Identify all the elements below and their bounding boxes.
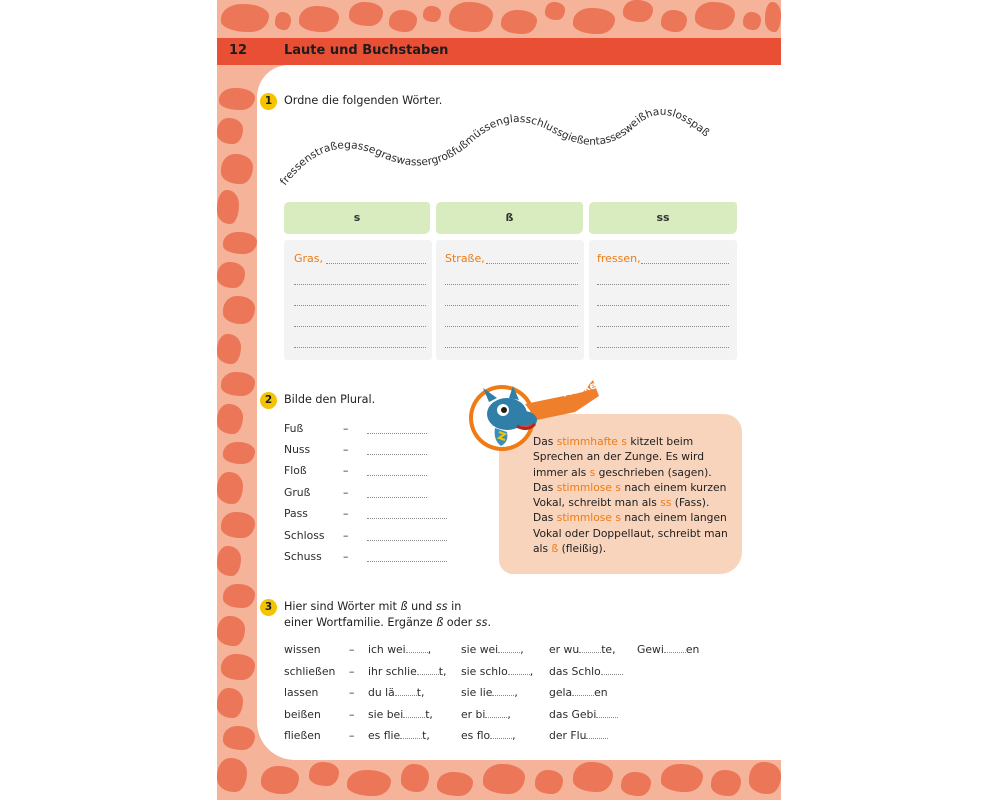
fill-in-blank[interactable] — [406, 643, 428, 653]
dash: – — [349, 708, 355, 721]
task-2-badge: 2 — [260, 392, 277, 409]
fill-in-blank[interactable] — [586, 729, 608, 739]
answer-line[interactable] — [294, 284, 426, 285]
word-family-verb: lassen — [284, 686, 319, 699]
dash: – — [343, 443, 349, 456]
plural-word: Schuss — [284, 550, 322, 563]
plural-word: Nuss — [284, 443, 311, 456]
plural-answer-line[interactable] — [367, 475, 427, 476]
answer-line[interactable] — [597, 326, 729, 327]
word-family-verb: beißen — [284, 708, 321, 721]
answer-line[interactable] — [445, 284, 578, 285]
plural-word: Gruß — [284, 486, 311, 499]
fill-in-blank[interactable] — [400, 729, 422, 739]
fill-in-blank[interactable] — [490, 729, 512, 739]
fill-in-blank[interactable] — [417, 665, 439, 675]
fill-in-word: es flo , — [461, 729, 516, 742]
fill-in-word: sie wei , — [461, 643, 524, 656]
answer-line[interactable] — [597, 305, 729, 306]
dash: – — [349, 729, 355, 742]
task-2-instruction: Bilde den Plural. — [284, 393, 376, 406]
dash: – — [343, 464, 349, 477]
fill-in-word: das Gebi — [549, 708, 618, 721]
plural-answer-line[interactable] — [367, 518, 447, 519]
task-1-instruction: Ordne die folgenden Wörter. — [284, 94, 443, 107]
column-ss-area — [589, 240, 737, 360]
word-snake-text: fressenstraßegassegraswassergroßfußmüssenglasschlussgießentassesweißhauslosspaß — [277, 105, 712, 188]
fill-in-word: das Schlo — [549, 665, 623, 678]
word-family-verb: schließen — [284, 665, 336, 678]
fill-in-word: der Flu — [549, 729, 608, 742]
highlight-term: stimmlose s — [556, 480, 621, 494]
dash: – — [349, 686, 355, 699]
fill-in-blank[interactable] — [403, 708, 425, 718]
fill-in-word: ihr schlie t, — [368, 665, 447, 678]
highlight-term: stimmlose s — [556, 511, 621, 525]
plural-answer-line[interactable] — [367, 540, 447, 541]
example-word-sz: Straße, — [445, 252, 485, 265]
page-number: 12 — [229, 43, 248, 58]
fill-in-word: es flie t, — [368, 729, 430, 742]
dash: – — [343, 507, 349, 520]
answer-line[interactable] — [326, 263, 426, 264]
dash: – — [343, 486, 349, 499]
fill-in-word: ich wei , — [368, 643, 432, 656]
plural-answer-line[interactable] — [367, 454, 427, 455]
highlight-term: s — [589, 465, 596, 479]
fill-in-blank[interactable] — [395, 686, 417, 696]
fill-in-blank[interactable] — [492, 686, 514, 696]
column-sz-area — [436, 240, 584, 360]
highlight-term: ß — [551, 542, 559, 556]
fill-in-blank[interactable] — [664, 643, 686, 653]
answer-line[interactable] — [597, 347, 729, 348]
plural-answer-line[interactable] — [367, 433, 427, 434]
fill-in-word: du lä t, — [368, 686, 425, 699]
dash: – — [343, 422, 349, 435]
fill-in-blank[interactable] — [579, 643, 601, 653]
merke-rule-text: Das stimmhafte s kitzelt beim Sprechen an der Zunge. Es wird immer als s geschrieben (sagen). Das stimmlose s nach einem kurzen Vokal, schreibt man als ss (Fass). Das stimmlose s nach einem langen Vokal oder Doppellaut, schreibt man als ß (fleißig). — [533, 435, 728, 556]
answer-line[interactable] — [294, 305, 426, 306]
word-family-verb: wissen — [284, 643, 321, 656]
task-3-badge: 3 — [260, 599, 277, 616]
task-1-badge: 1 — [260, 93, 277, 110]
answer-line[interactable] — [445, 347, 578, 348]
plural-answer-line[interactable] — [367, 561, 447, 562]
example-word-s: Gras, — [294, 252, 324, 265]
column-head-sz: ß — [436, 202, 583, 234]
example-word-ss: fressen, — [597, 252, 641, 265]
chapter-title: Laute und Buchstaben — [284, 43, 449, 58]
plural-word: Floß — [284, 464, 307, 477]
plural-answer-line[interactable] — [367, 497, 427, 498]
answer-line[interactable] — [641, 263, 729, 264]
column-head-s: s — [284, 202, 430, 234]
fill-in-blank[interactable] — [485, 708, 507, 718]
answer-line[interactable] — [486, 263, 578, 264]
fill-in-word: Gewi en — [637, 643, 700, 656]
plural-word: Schloss — [284, 529, 325, 542]
merke-label: Merke! — [561, 379, 603, 400]
svg-text:fressenstraßegassegraswassergr — [278, 106, 712, 188]
fill-in-blank[interactable] — [601, 665, 623, 675]
workbook-page — [217, 0, 781, 800]
highlight-term: stimmhafte s — [556, 435, 627, 448]
column-head-ss: ss — [589, 202, 737, 234]
column-s-area — [284, 240, 432, 360]
fill-in-word: sie lie , — [461, 686, 518, 699]
highlight-term: ss — [660, 496, 672, 510]
fill-in-blank[interactable] — [508, 665, 530, 675]
answer-line[interactable] — [597, 284, 729, 285]
fill-in-word: er wu te, — [549, 643, 616, 656]
answer-line[interactable] — [445, 305, 578, 306]
fill-in-word: sie bei t, — [368, 708, 433, 721]
plural-word: Fuß — [284, 422, 304, 435]
dash: – — [343, 550, 349, 563]
answer-line[interactable] — [445, 326, 578, 327]
answer-line[interactable] — [294, 347, 426, 348]
answer-line[interactable] — [294, 326, 426, 327]
dash: – — [343, 529, 349, 542]
plural-word: Pass — [284, 507, 308, 520]
dash: – — [349, 665, 355, 678]
fill-in-word: sie schlo , — [461, 665, 534, 678]
fill-in-word: er bi , — [461, 708, 511, 721]
fill-in-word: gela en — [549, 686, 608, 699]
word-family-verb: fließen — [284, 729, 321, 742]
fill-in-blank[interactable] — [572, 686, 594, 696]
task-3-instruction: Hier sind Wörter mit ß und ss in einer Wortfamilie. Ergänze ß oder ss. — [284, 600, 492, 629]
dash: – — [349, 643, 355, 656]
word-snake — [217, 0, 781, 210]
fill-in-blank[interactable] — [596, 708, 618, 718]
fill-in-blank[interactable] — [498, 643, 520, 653]
